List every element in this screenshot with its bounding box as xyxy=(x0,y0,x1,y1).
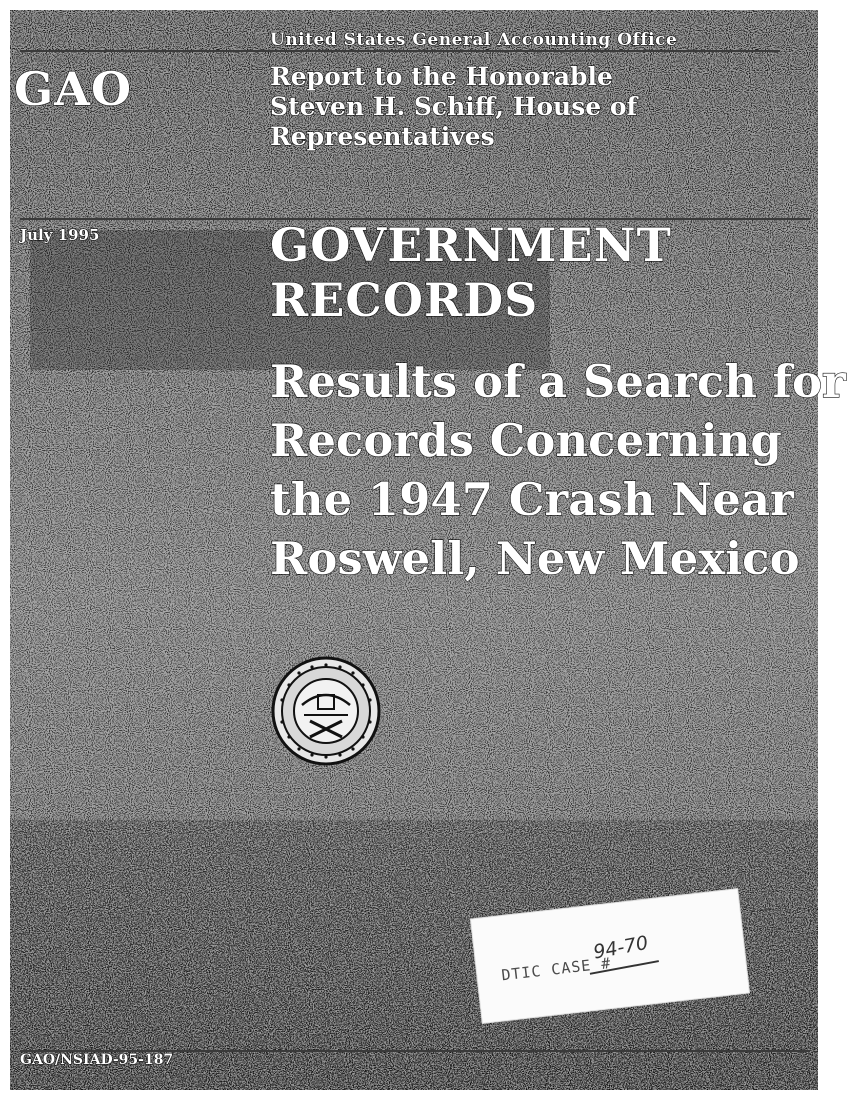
subtitle-line: Records Concerning xyxy=(270,414,782,467)
report-recipient xyxy=(270,62,637,152)
document-title xyxy=(270,218,672,328)
agency-name: United States General Accounting Office xyxy=(270,30,678,50)
subtitle-line: the 1947 Crash Near xyxy=(270,473,794,526)
report-number: GAO/NSIAD-95-187 xyxy=(20,1052,174,1068)
title-line: GOVERNMENT xyxy=(270,218,672,272)
report-line: Report to the Honorable xyxy=(270,62,613,91)
document-subtitle xyxy=(270,352,846,588)
title-line: RECORDS xyxy=(270,273,539,327)
gao-seal-icon xyxy=(270,655,382,767)
case-label: DTIC CASE # xyxy=(500,953,613,985)
header-rule xyxy=(20,50,780,52)
report-date: July 1995 xyxy=(20,226,100,244)
report-line: Representatives xyxy=(270,122,495,151)
case-number: 94-70 xyxy=(591,931,650,964)
report-line: Steven H. Schiff, House of xyxy=(270,92,638,121)
subtitle-line: Roswell, New Mexico xyxy=(270,532,800,585)
subtitle-line: Results of a Search for xyxy=(270,355,846,408)
gao-logo: GAO xyxy=(14,62,133,116)
